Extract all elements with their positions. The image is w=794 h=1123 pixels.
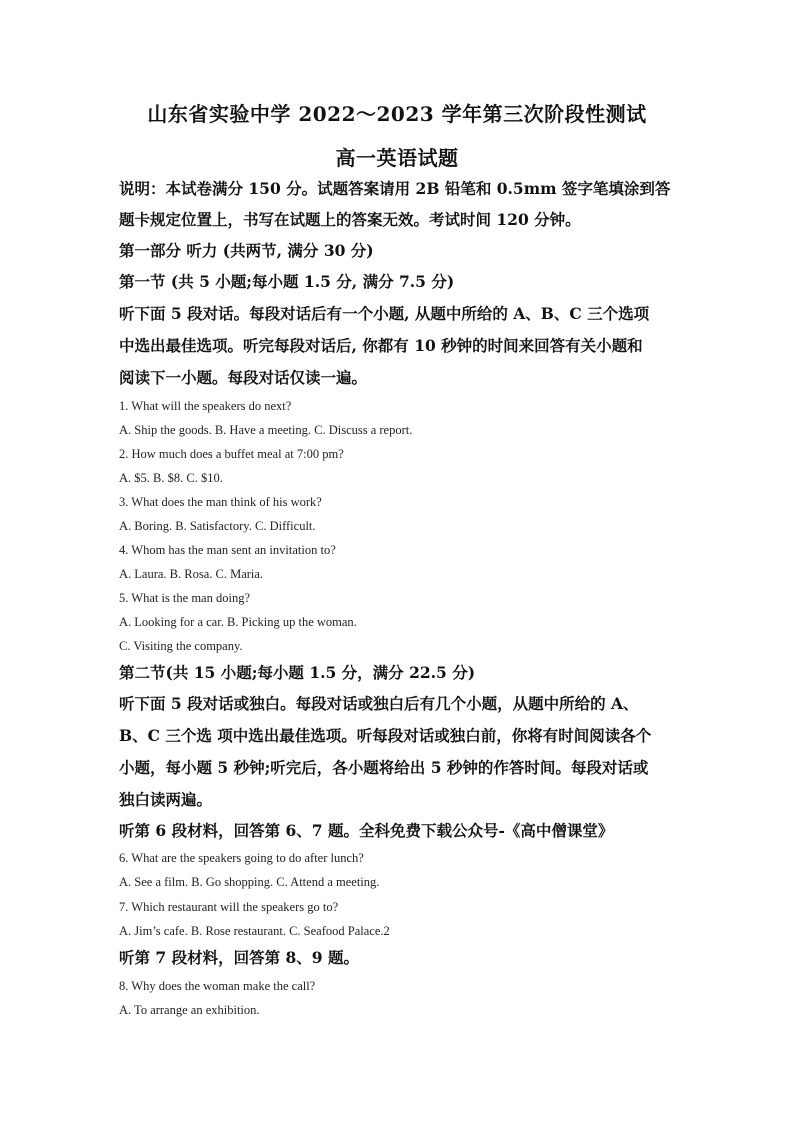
instructions-line-1: 说明：本试卷满分 150 分。试题答案请用 2B 铅笔和 0.5mm 签字笔填涂到答 [119,179,671,198]
question-5-options-line-2: C. Visiting the company. [119,639,243,653]
question-2-options: A. $5. B. $8. C. $10. [119,471,223,485]
section1-heading: 第一节 (共 5 小题;每小题 1.5 分, 满分 7.5 分) [119,272,455,291]
question-3: 3. What does the man think of his work? [119,495,322,509]
question-7-options: A. Jim’s cafe. B. Rose restaurant. C. Seafood Palace.2 [119,924,390,938]
question-6-options: A. See a film. B. Go shopping. C. Attend a meeting. [119,875,380,889]
question-2: 2. How much does a buffet meal at 7:00 pm? [119,447,344,461]
question-3-options: A. Boring. B. Satisfactory. C. Difficult. [119,519,316,533]
section2-directions-line-1: 听下面 5 段对话或独白。每段对话或独白后有几个小题，从题中所给的 A、 [119,694,639,713]
material-6-heading: 听第 6 段材料，回答第 6、7 题。全科免费下载公众号-《高中僧课堂》 [119,821,614,840]
exam-title: 山东省实验中学 2022～2023 学年第三次阶段性测试 [147,102,647,126]
section2-heading: 第二节(共 15 小题;每小题 1.5 分，满分 22.5 分) [119,663,476,682]
question-5-options-line-1: A. Looking for a car. B. Picking up the woman. [119,615,357,629]
question-1: 1. What will the speakers do next? [119,399,292,413]
section2-directions-line-2: B、C 三个选 项中选出最佳选项。听每段对话或独白前，你将有时间阅读各个 [119,726,652,745]
question-1-options: A. Ship the goods. B. Have a meeting. C. Discuss a report. [119,423,413,437]
material-7-heading: 听第 7 段材料，回答第 8、9 题。 [119,948,359,967]
question-8-option-a: A. To arrange an exhibition. [119,1003,260,1017]
section1-directions-line-3: 阅读下一小题。每段对话仅读一遍。 [119,368,368,387]
part1-heading: 第一部分 听力 (共两节, 满分 30 分) [119,241,374,260]
instructions-line-2: 题卡规定位置上，书写在试题上的答案无效。考试时间 120 分钟。 [119,210,581,229]
section1-directions-line-2: 中选出最佳选项。听完每段对话后, 你都有 10 秒钟的时间来回答有关小题和 [119,336,643,355]
question-8: 8. Why does the woman make the call? [119,979,316,993]
question-6: 6. What are the speakers going to do after lunch? [119,851,364,865]
section2-directions-line-3: 小题，每小题 5 秒钟;听完后，各小题将给出 5 秒钟的作答时间。每段对话或 [119,758,649,777]
section2-directions-line-4: 独白读两遍。 [119,790,213,809]
question-4-options: A. Laura. B. Rosa. C. Maria. [119,567,264,581]
question-4: 4. Whom has the man sent an invitation to? [119,543,336,557]
exam-subtitle: 高一英语试题 [335,146,459,170]
section1-directions-line-1: 听下面 5 段对话。每段对话后有一个小题, 从题中所给的 A、B、C 三个选项 [119,304,650,323]
question-5: 5. What is the man doing? [119,591,250,605]
question-7: 7. Which restaurant will the speakers go to? [119,900,339,914]
